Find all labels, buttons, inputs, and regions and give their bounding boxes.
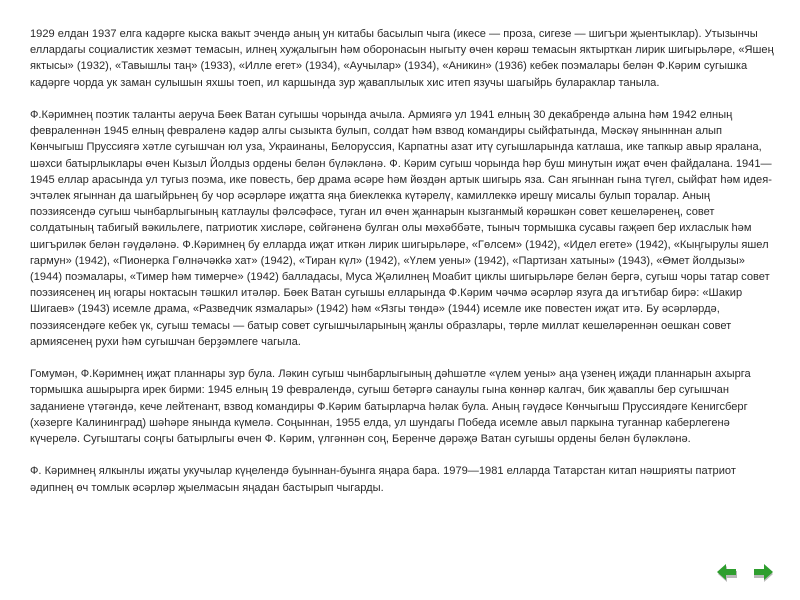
arrow-right-icon	[752, 562, 774, 582]
paragraph: 1929 елдан 1937 елга кадәрге кыска вакыт эчендә аның ун китабы басылып чыга (икесе — проза, сигезе — шигъри җыентыклар). Утызынчы еллардагы социалистик хезмәт темасын, илнең хуҗалыгын һәм оборонасын ныгыту өчен көрәш темасын яктырткан лирик шигырьләре, «Яшең яктысы» (1932), «Тавышлы таң» (1933), «Илле егет» (1934), «Аучылар» (1934), «Аникин» (1936) кебек поэмалары белән Ф.Кәрим сугышка кадәрге чорда ук заман сулышын яхшы тоеп, ил каршында зур җаваплылык хис итеп язучы шагыйрь булараклар таныла.	[30, 28, 774, 89]
paragraph: Ф.Кәримнең поэтик таланты аеруча Бөек Ватан сугышы чорында ачыла. Армиягә ул 1941 елның 30 декабрендә алына һәм 1942 елның февраленнән 1945 елның февраленә кадәр алгы сызыкта булып, солдат һәм взвод командиры сыйфатында, Мәскәү янынннан алып Көнчыгыш Пруссиягә хәтле сугышчан юл уза, Украинаны, Белоруссия, Карпатны азат итү сугышларында катлаша, ике тапкыр авыр яралана, шәхси батырлыклары өчен Кызыл Йолдыз ордены белән бүләкләнә. Ф. Кәрим сугыш чорында һәр буш минутын иҗат өчен файдалана. 1941—1945 еллар арасында ул тугыз поэма, ике повесть, бер драма әсәре һәм йөздән артык шигырь яза. Сан ягыннан гына түгел, сыйфат һәм идея-эчтәлек ягыннан да шагыйрьнең бу чор әсәрләре иҗатта яңа биеклекка күтәрелү, камиллеккә ирешү мисалы булып торалар. Аның поэзиясендә сугыш чынбарлыгының катлаулы фәлсәфәсе, туган ил өчен җаннарын кызганмый көрәшкән совет кешеләренең, совет солдатының табигый вәкильлеге, патриотик хисләре, сөйгәненә булган олы мәхәббәте, тыныч тормышка сусавы гаҗәеп бер ихласлык һәм шигъриләк белән гәүдәләнә. Ф.Кәримнең бу елларда иҗат иткән лирик шигырьләре, «Гөлсем» (1942), «Идел егете» (1942), «Кыңгырулы яшел гармун» (1942), «Пионерка Гөлнәчәкkә хат» (1942), «Тиран күл» (1942), «Үлем уены» (1942), «Партизан хатыны» (1943), «Өмет йолдызы» (1944) поэмалары, «Тимер һәм тимерче» (1942) балладасы, Муса Җәлилнең Моабит циклы шигырьләре белән бергә, сугыш чоры татар совет поэзиясенең иң югары ноктасын тәшкил итәләр. Бөек Ватан сугышы елларында Ф.Кәрим чәчмә әсәрләр язуга да игътибар бирә: «Шакир Шигаев» (1943) исемле драма, «Разведчик язмалары» (1942) һәм «Язгы төндә» (1944) исемле ике повестен иҗат итә. Бу әсәрләрдә, поэзиясендәге кебек үк, сугыш темасы — батыр совет сугышчыларының җанлы образлары, төрле миллат кешеләреннән оешкан совет армиясенең рухи һәм сугышчан берҙәмлеге чагыла.	[30, 109, 772, 348]
prev-slide-button[interactable]	[716, 562, 738, 582]
arrow-left-icon	[716, 562, 738, 582]
paragraph: Гомумән, Ф.Кәримнең иҗат планнары зур була. Ләкин сугыш чынбарлыгының дәһшәтле «үлем уены» аңа үзенең иҗади планнарын ахырга тормышка ашырырга ирек бирми: 1945 елның 19 февралендә, сугыш бетәргә санаулы гына көннәр калгач, бик җаваплы бер сугышчан заданиене үтәгәндә, кече лейтенант, взвод командиры Ф.Кәрим батырларча һәлак була. Аның гәүдәсе Көнчыгыш Пруссиядәге Кенигсберг (хәзерге Калининград) шәһәре янында күмелә. Соңыннан, 1955 елда, ул шундагы Победа исемле авыл паркына туганнар каберлегенә күчерелә. Сугыштагы соңгы батырлыгы өчен Ф. Кәрим, үлгәннән соң, Беренче дәрәҗә Ватан сугышы ордены белән бүләкләнә.	[30, 368, 751, 446]
next-slide-button[interactable]	[752, 562, 774, 582]
paragraph: Ф. Кәримнең ялкынлы иҗаты укучылар күңелендә буыннан-буынга яңара бара. 1979—1981 елларда Татарстан китап нәшрияты патриот әдипнең өч томлык әсәрләр җыелмасын яңадан бастырып чыгарды.	[30, 465, 736, 494]
document-body	[30, 26, 774, 512]
